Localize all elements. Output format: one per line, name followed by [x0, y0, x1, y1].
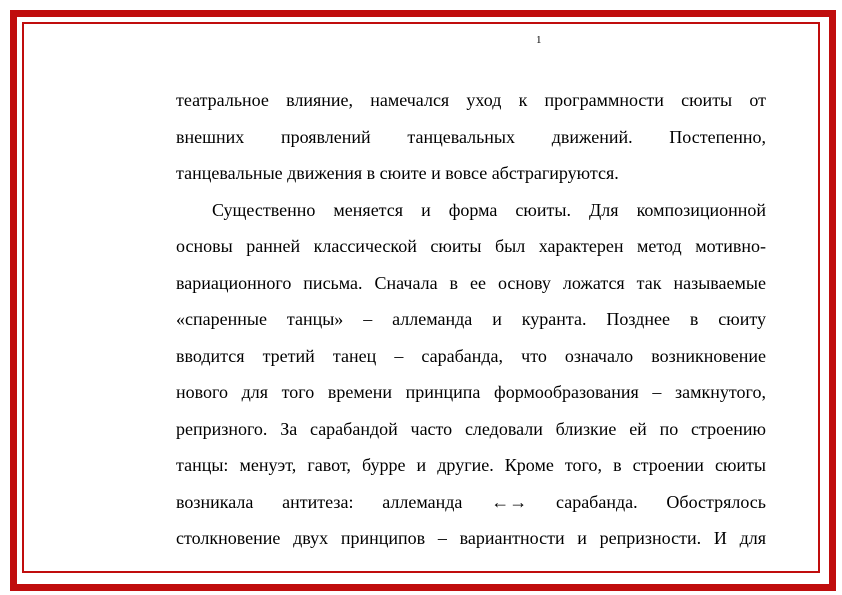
body-text	[176, 82, 766, 557]
text-line: основы ранней классической сюиты был характерен метод мотивно-	[176, 236, 766, 256]
text-line: вводится третий танец – сарабанда, что означало возникновение	[176, 345, 766, 366]
text-line: нового для того времени принципа формообразования – замкнутого,	[176, 382, 766, 402]
text-line: танцы: менуэт, гавот, бурре и другие. Кроме того, в строении сюиты	[176, 455, 766, 475]
text-line: театральное влияние, намечался уход к программности сюиты от	[176, 90, 766, 110]
text-line: «спаренные танцы» – аллеманда и куранта. Позднее в сюиту	[176, 309, 766, 329]
text-line: внешних проявлений танцевальных движений. Постепенно,	[176, 126, 766, 147]
text-line: Существенно меняется и форма сюиты. Для композиционной	[212, 199, 766, 220]
text-line: вариационного письма. Сначала в ее основу ложатся так называемые	[176, 272, 766, 293]
text-line: танцевальные движения в сюите и вовсе абстрагируются.	[176, 163, 619, 183]
text-line: возникала антитеза: аллеманда ←→ сарабанда. Обострялось	[176, 491, 766, 512]
text-line: столкновение двух принципов – вариантности и репризности. И для	[176, 528, 766, 548]
text-line: репризного. За сарабандой часто следовали близкие ей по строению	[176, 418, 766, 439]
page-number: 1	[536, 34, 542, 46]
